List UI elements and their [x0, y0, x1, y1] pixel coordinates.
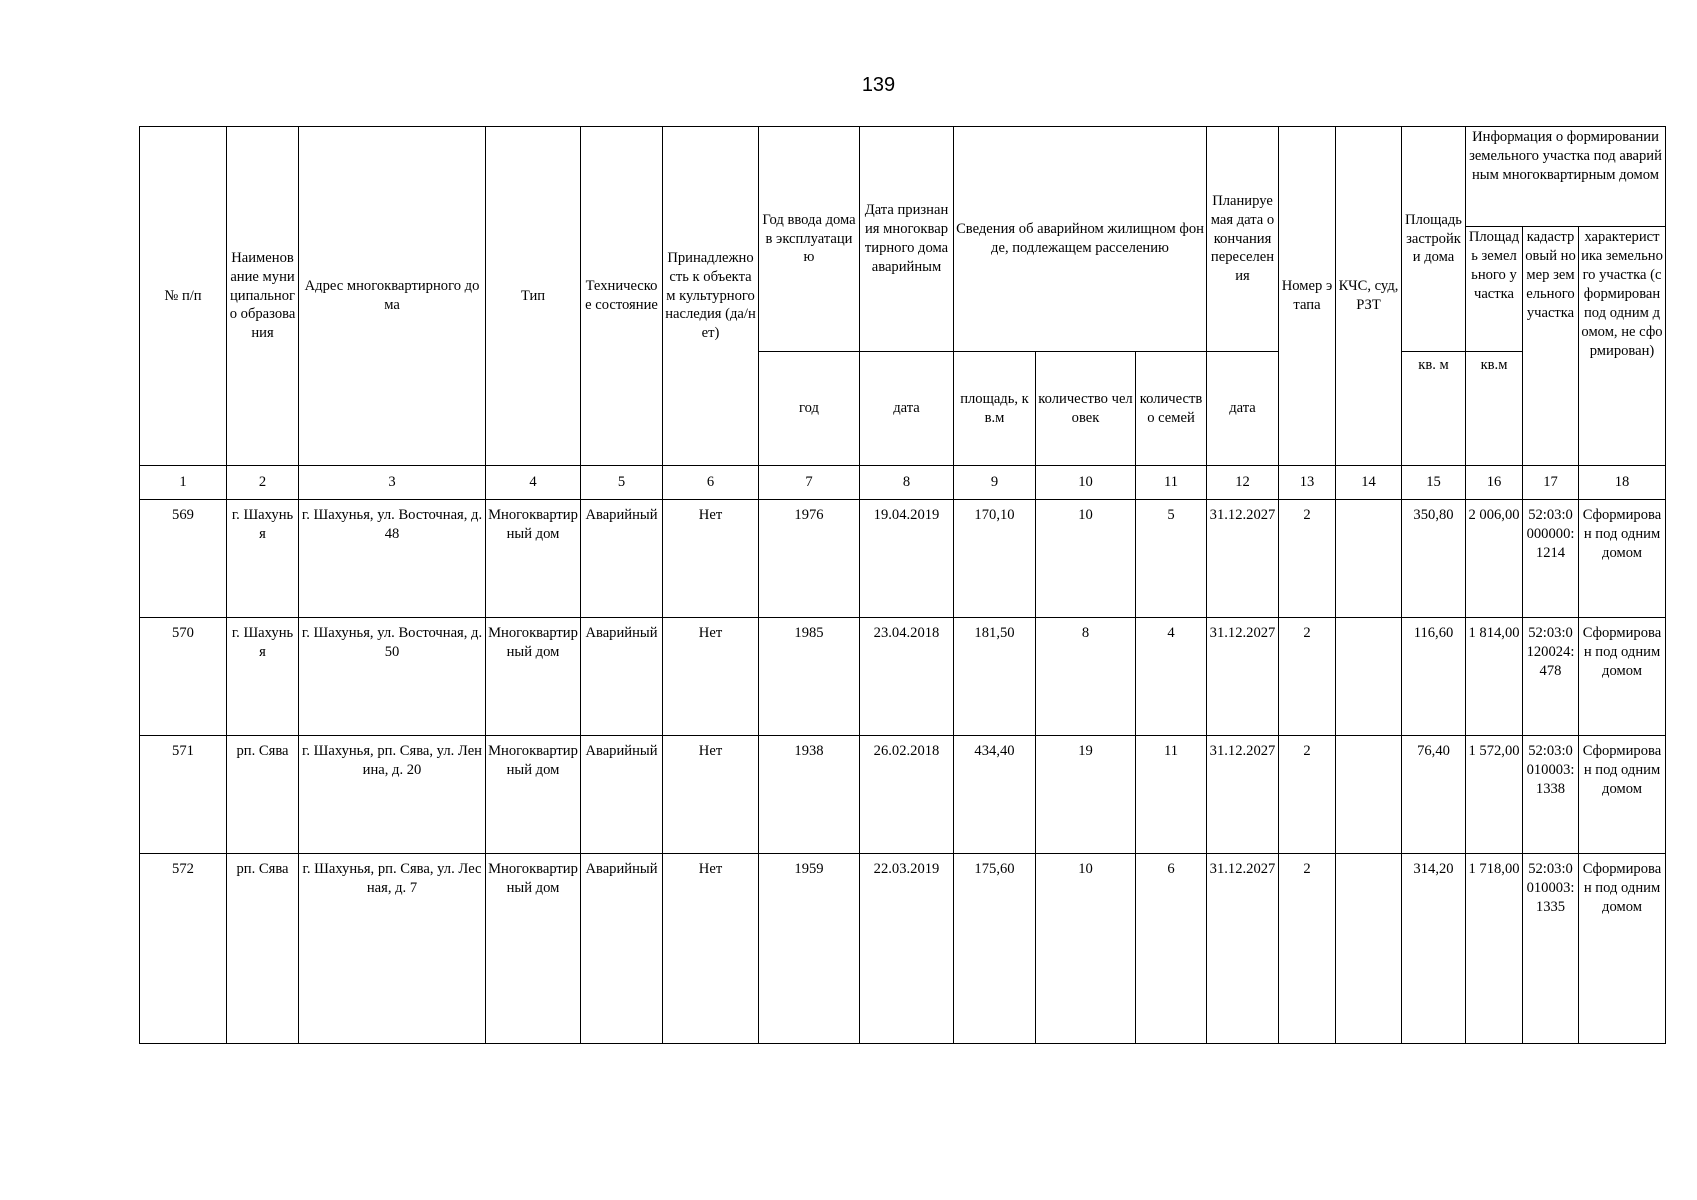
cell-address: г. Шахунья, ул. Восточная, д. 50 — [299, 618, 486, 736]
header-area: площадь, кв.м — [954, 352, 1036, 466]
cell-build-area: 116,60 — [1402, 618, 1466, 736]
header-land-area-unit: кв.м — [1466, 352, 1523, 466]
cell-area: 434,40 — [954, 736, 1036, 854]
cell-land-status: Сформирован под одним домом — [1579, 854, 1666, 1044]
cell-plan-date: 31.12.2027 — [1207, 736, 1279, 854]
cell-plan-date: 31.12.2027 — [1207, 854, 1279, 1044]
table-row — [140, 736, 1666, 854]
column-number: 11 — [1136, 466, 1207, 500]
cell-municipality: г. Шахунья — [227, 618, 299, 736]
table-row — [140, 500, 1666, 618]
cell-state: Аварийный — [581, 618, 663, 736]
cell-cadastral: 52:03:0120024:478 — [1523, 618, 1579, 736]
table-row — [140, 618, 1666, 736]
cell-build-area: 314,20 — [1402, 854, 1466, 1044]
column-number: 10 — [1036, 466, 1136, 500]
cell-cadastral: 52:03:0010003:1338 — [1523, 736, 1579, 854]
header-land-status: характеристика земельного участка (сформирован под одним домом, не сформирован) — [1579, 227, 1666, 466]
cell-kchs — [1336, 736, 1402, 854]
cell-stage: 2 — [1279, 618, 1336, 736]
header-heritage: Принадлежность к объектам культурного наследия (да/нет) — [663, 127, 759, 466]
cell-date: 19.04.2019 — [860, 500, 954, 618]
emergency-housing-table — [139, 126, 1666, 1044]
cell-municipality: рп. Сява — [227, 854, 299, 1044]
cell-families: 5 — [1136, 500, 1207, 618]
header-families: количество семей — [1136, 352, 1207, 466]
column-number: 17 — [1523, 466, 1579, 500]
cell-kchs — [1336, 618, 1402, 736]
cell-families: 4 — [1136, 618, 1207, 736]
cell-cadastral: 52:03:0010003:1335 — [1523, 854, 1579, 1044]
cell-land-area: 1 718,00 — [1466, 854, 1523, 1044]
header-planned-date-unit: дата — [1207, 352, 1279, 466]
cell-date: 23.04.2018 — [860, 618, 954, 736]
cell-area: 170,10 — [954, 500, 1036, 618]
column-number: 13 — [1279, 466, 1336, 500]
cell-area: 181,50 — [954, 618, 1036, 736]
header-emergency-fund-group: Сведения об аварийном жилищном фонде, подлежащем расселению — [954, 127, 1207, 352]
cell-kchs — [1336, 854, 1402, 1044]
cell-stage: 2 — [1279, 854, 1336, 1044]
column-number: 15 — [1402, 466, 1466, 500]
cell-type: Многоквартирный дом — [486, 618, 581, 736]
column-number: 7 — [759, 466, 860, 500]
cell-land-area: 1 814,00 — [1466, 618, 1523, 736]
header-people: количество человек — [1036, 352, 1136, 466]
column-numbers-row — [140, 466, 1666, 500]
cell-type: Многоквартирный дом — [486, 854, 581, 1044]
header-stage: Номер этапа — [1279, 127, 1336, 466]
cell-heritage: Нет — [663, 736, 759, 854]
cell-families: 6 — [1136, 854, 1207, 1044]
cell-land-area: 2 006,00 — [1466, 500, 1523, 618]
header-land-plot-group: Информация о формировании земельного участка под аварийным многоквартирным домом — [1466, 127, 1666, 227]
cell-date: 22.03.2019 — [860, 854, 954, 1044]
cell-num: 572 — [140, 854, 227, 1044]
column-number: 1 — [140, 466, 227, 500]
cell-land-status: Сформирован под одним домом — [1579, 500, 1666, 618]
cell-num: 570 — [140, 618, 227, 736]
cell-state: Аварийный — [581, 736, 663, 854]
cell-type: Многоквартирный дом — [486, 736, 581, 854]
cell-address: г. Шахунья, рп. Сява, ул. Ленина, д. 20 — [299, 736, 486, 854]
cell-land-area: 1 572,00 — [1466, 736, 1523, 854]
header-cadastral: кадастровый номер земельного участка — [1523, 227, 1579, 466]
cell-municipality: рп. Сява — [227, 736, 299, 854]
cell-people: 10 — [1036, 500, 1136, 618]
cell-year: 1938 — [759, 736, 860, 854]
header-technical-state: Техническое состояние — [581, 127, 663, 466]
cell-cadastral: 52:03:0000000:1214 — [1523, 500, 1579, 618]
header-planned-date: Планируемая дата окончания переселения — [1207, 127, 1279, 352]
column-number: 18 — [1579, 466, 1666, 500]
cell-stage: 2 — [1279, 736, 1336, 854]
column-number: 3 — [299, 466, 486, 500]
cell-state: Аварийный — [581, 854, 663, 1044]
cell-year: 1985 — [759, 618, 860, 736]
cell-state: Аварийный — [581, 500, 663, 618]
header-num: № п/п — [140, 127, 227, 466]
header-building-area: Площадь застройки дома — [1402, 127, 1466, 352]
header-land-area: Площадь земельного участка — [1466, 227, 1523, 352]
table-row — [140, 854, 1666, 1044]
column-number: 4 — [486, 466, 581, 500]
column-number: 14 — [1336, 466, 1402, 500]
header-type: Тип — [486, 127, 581, 466]
cell-heritage: Нет — [663, 618, 759, 736]
cell-plan-date: 31.12.2027 — [1207, 500, 1279, 618]
cell-build-area: 350,80 — [1402, 500, 1466, 618]
cell-num: 569 — [140, 500, 227, 618]
header-date-unit: дата — [860, 352, 954, 466]
cell-type: Многоквартирный дом — [486, 500, 581, 618]
column-number: 8 — [860, 466, 954, 500]
page-number: 139 — [861, 74, 896, 96]
cell-heritage: Нет — [663, 500, 759, 618]
column-number: 9 — [954, 466, 1036, 500]
cell-year: 1976 — [759, 500, 860, 618]
header-address: Адрес многоквартирного дома — [299, 127, 486, 466]
cell-people: 8 — [1036, 618, 1136, 736]
cell-date: 26.02.2018 — [860, 736, 954, 854]
column-number: 2 — [227, 466, 299, 500]
cell-people: 19 — [1036, 736, 1136, 854]
header-commission-year: Год ввода дома в эксплуатацию — [759, 127, 860, 352]
cell-area: 175,60 — [954, 854, 1036, 1044]
cell-municipality: г. Шахунья — [227, 500, 299, 618]
cell-address: г. Шахунья, ул. Восточная, д. 48 — [299, 500, 486, 618]
cell-families: 11 — [1136, 736, 1207, 854]
cell-build-area: 76,40 — [1402, 736, 1466, 854]
cell-kchs — [1336, 500, 1402, 618]
column-number: 5 — [581, 466, 663, 500]
cell-stage: 2 — [1279, 500, 1336, 618]
column-number: 6 — [663, 466, 759, 500]
cell-num: 571 — [140, 736, 227, 854]
header-recognition-date: Дата признания многоквартирного дома аварийным — [860, 127, 954, 352]
header-building-area-unit: кв. м — [1402, 352, 1466, 466]
header-kchs: КЧС, суд, РЗТ — [1336, 127, 1402, 466]
column-number: 16 — [1466, 466, 1523, 500]
cell-heritage: Нет — [663, 854, 759, 1044]
cell-people: 10 — [1036, 854, 1136, 1044]
cell-year: 1959 — [759, 854, 860, 1044]
header-year-unit: год — [759, 352, 860, 466]
header-municipality: Наименование муниципального образования — [227, 127, 299, 466]
cell-plan-date: 31.12.2027 — [1207, 618, 1279, 736]
cell-address: г. Шахунья, рп. Сява, ул. Лесная, д. 7 — [299, 854, 486, 1044]
column-number: 12 — [1207, 466, 1279, 500]
cell-land-status: Сформирован под одним домом — [1579, 618, 1666, 736]
cell-land-status: Сформирован под одним домом — [1579, 736, 1666, 854]
